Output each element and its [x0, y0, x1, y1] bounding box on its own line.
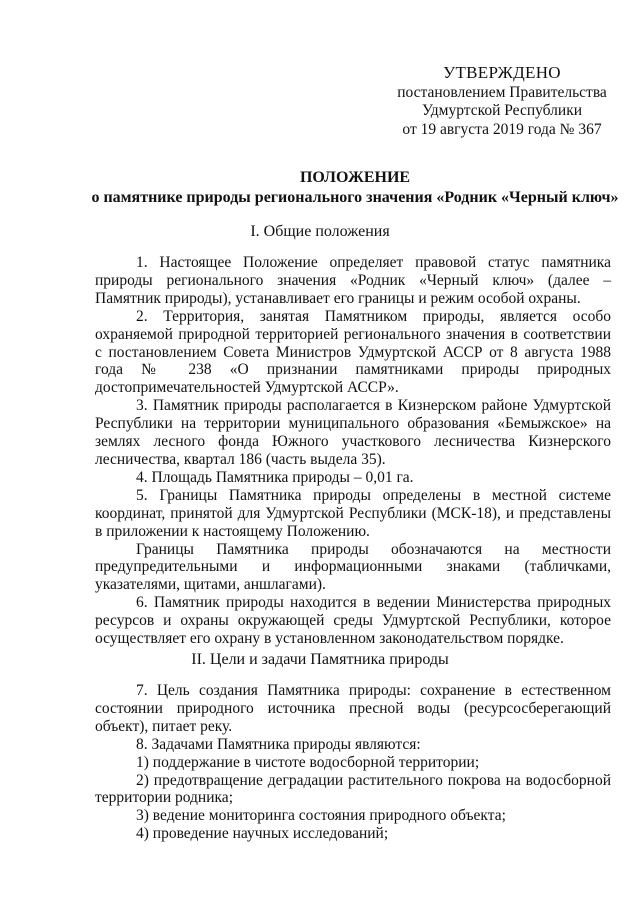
list-item: 2) предотвращение деградации растительного покрова на водосборной территории родника; [95, 771, 611, 807]
paragraph: 5. Границы Памятника природы определены в местной системе координат, принятой для Удмуртской Республики (МСК-18), и представлены в приложении к настоящему Положению. [95, 486, 611, 540]
list-item: 1) поддержание в чистоте водосборной территории; [136, 753, 480, 771]
list-item: 4) проведение научных исследований; [136, 825, 389, 843]
approval-heading: УТВЕРЖДЕНО [443, 63, 561, 82]
paragraph: 3. Памятник природы располагается в Кизнерском районе Удмуртской Республики на территории муниципального образования «Бемыжское» на землях лесного фонда Южного участкового лесничества Кизнерского лесничества, квартал 186 (часть выдела 35). [95, 397, 611, 468]
title-main: ПОЛОЖЕНИЕ [299, 169, 411, 186]
paragraph: 6. Памятник природы находится в ведении Министерства природных ресурсов и охраны окружающей среды Удмуртской Республики, которое осуществляет его охрану в установленном законодательством порядке. [95, 594, 611, 648]
paragraph: Границы Памятника природы обозначаются на местности предупредительными и информационными знаками (табличками, указателями, щитами, аншлагами). [95, 540, 611, 594]
paragraph: 2. Территория, занятая Памятником природы, является особо охраняемой природной территорией регионального значения в соответствии с постановлением Совета Министров Удмуртской АССР от 8 августа 1988 года № 238 «О признании памятниками природы природных достопримечательностей Удмуртской АССР». [95, 307, 611, 397]
section-body [95, 682, 611, 843]
title-subtitle: о памятнике природы регионального значения «Родник «Черный ключ» [91, 189, 619, 206]
paragraph: 1. Настоящее Положение определяет правовой статус памятника природы регионального значения «Родник «Черный ключ» (далее – Памятник природы), устанавливает его границы и режим особой охраны. [95, 254, 611, 307]
approval-line: постановлением Правительства [397, 83, 607, 101]
list-item: 3) ведение мониторинга состояния природного объекта; [136, 807, 506, 825]
section-heading: I. Общие положения [250, 223, 390, 240]
approval-stamp [396, 64, 608, 139]
paragraph: 4. Площадь Памятника природы – 0,01 га. [136, 468, 414, 486]
approval-line: Удмуртской Республики [421, 102, 583, 119]
document-title [60, 168, 640, 208]
approval-line: от 19 августа 2019 года № 367 [402, 120, 602, 138]
section-heading: II. Цели и задачи Памятника природы [191, 651, 449, 668]
paragraph: 7. Цель создания Памятника природы: сохранение в естественном состоянии природного источника пресной воды (ресурсосберегающий объект), питает реку. [95, 682, 611, 735]
section-body [95, 254, 611, 648]
paragraph: 8. Задачами Памятника природы являются: [136, 735, 421, 753]
